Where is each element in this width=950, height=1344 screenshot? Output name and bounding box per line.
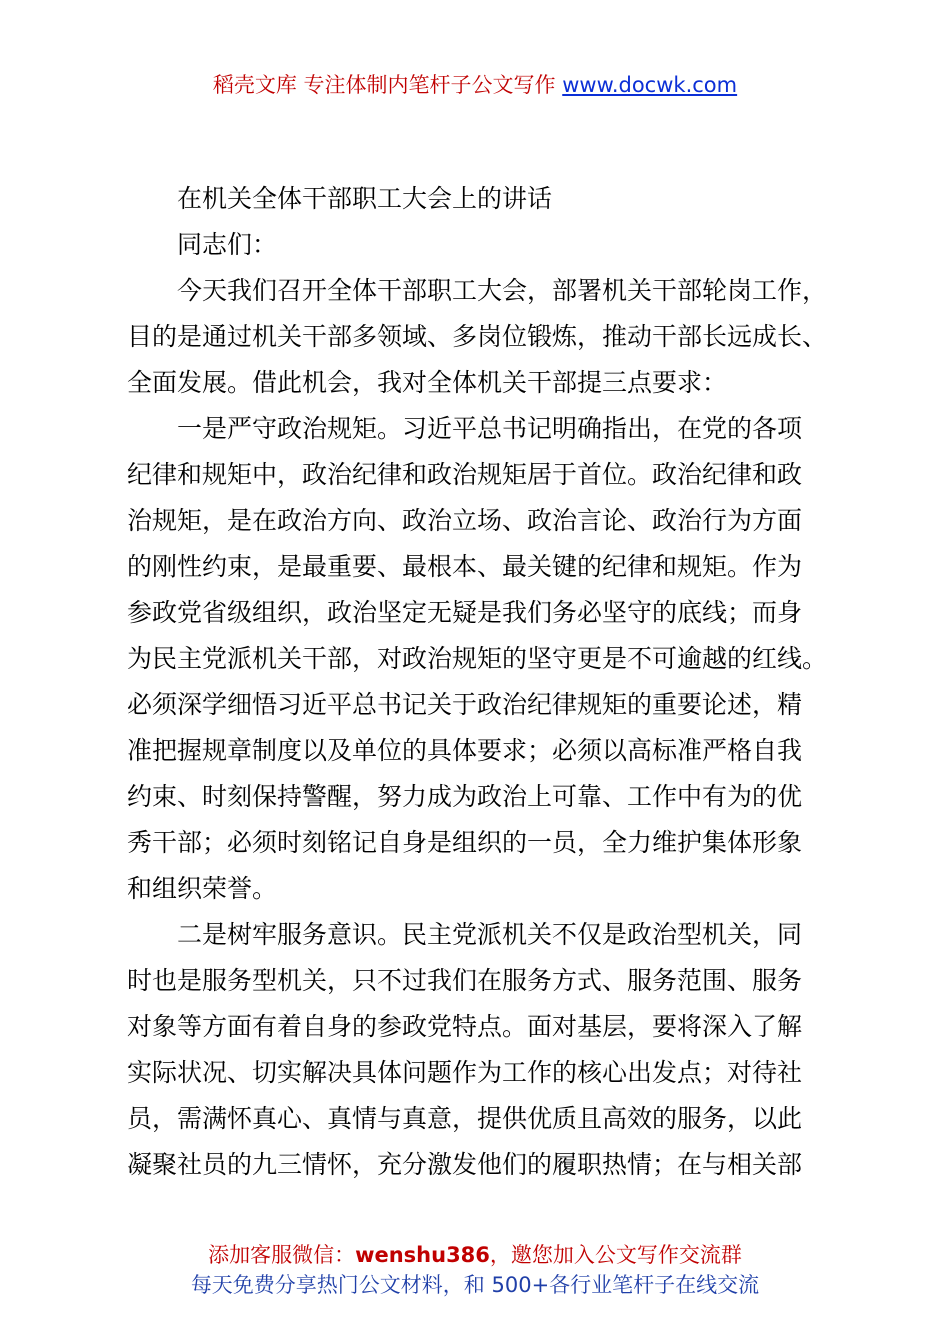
paragraph-line: 今天我们召开全体干部职工大会，部署机关干部轮岗工作， bbox=[177, 276, 827, 305]
paragraph-line: 时也是服务型机关，只不过我们在服务方式、服务范围、服务 bbox=[127, 966, 803, 995]
paragraph-line: 对象等方面有着自身的参政党特点。面对基层，要将深入了解 bbox=[127, 1012, 803, 1041]
footer-contact-prefix: 添加客服微信： bbox=[208, 1243, 356, 1267]
paragraph-line: 为民主党派机关干部，对政治规矩的坚守更是不可逾越的红线。 bbox=[127, 644, 827, 673]
footer-contact-line bbox=[0, 1240, 950, 1270]
paragraph-line: 一是严守政治规矩。习近平总书记明确指出，在党的各项 bbox=[177, 414, 803, 443]
paragraph-line: 纪律和规矩中，政治纪律和政治规矩居于首位。政治纪律和政 bbox=[127, 460, 803, 489]
footer-promo-line: 每天免费分享热门公文材料，和 500+各行业笔杆子在线交流 bbox=[190, 1273, 760, 1297]
paragraph-line: 必须深学细悟习近平总书记关于政治纪律规矩的重要论述，精 bbox=[127, 690, 803, 719]
paragraph-line: 全面发展。借此机会，我对全体机关干部提三点要求： bbox=[127, 368, 728, 397]
header-brand-text: 稻壳文库 专注体制内笔杆子公文写作 bbox=[212, 73, 563, 97]
document-body bbox=[127, 176, 827, 1188]
paragraph-line: 凝聚社员的九三情怀，充分激发他们的履职热情；在与相关部 bbox=[127, 1150, 803, 1179]
salutation: 同志们： bbox=[177, 230, 278, 259]
paragraph-line: 准把握规章制度以及单位的具体要求；必须以高标准严格自我 bbox=[127, 736, 803, 765]
paragraph-line: 和组织荣誉。 bbox=[127, 874, 278, 903]
watermark-header bbox=[0, 70, 950, 100]
paragraph-line: 约束、时刻保持警醒，努力成为政治上可靠、工作中有为的优 bbox=[127, 782, 803, 811]
watermark-footer bbox=[0, 1240, 950, 1300]
footer-contact-suffix: ，邀您加入公文写作交流群 bbox=[489, 1243, 742, 1267]
document-title: 在机关全体干部职工大会上的讲话 bbox=[177, 184, 553, 213]
paragraph-line: 目的是通过机关干部多领域、多岗位锻炼，推动干部长远成长、 bbox=[127, 322, 827, 351]
paragraph-line: 二是树牢服务意识。民主党派机关不仅是政治型机关，同 bbox=[177, 920, 803, 949]
footer-wechat-id: wenshu386 bbox=[355, 1243, 490, 1267]
paragraph-line: 治规矩，是在政治方向、政治立场、政治言论、政治行为方面 bbox=[127, 506, 803, 535]
paragraph-line: 秀干部；必须时刻铭记自身是组织的一员，全力维护集体形象 bbox=[127, 828, 803, 857]
paragraph-line: 员，需满怀真心、真情与真意，提供优质且高效的服务，以此 bbox=[127, 1104, 803, 1133]
paragraph-line: 的刚性约束，是最重要、最根本、最关键的纪律和规矩。作为 bbox=[127, 552, 803, 581]
header-website-link[interactable]: www.docwk.com bbox=[562, 73, 738, 97]
paragraph-line: 实际状况、切实解决具体问题作为工作的核心出发点；对待社 bbox=[127, 1058, 803, 1087]
paragraph-line: 参政党省级组织，政治坚定无疑是我们务必坚守的底线；而身 bbox=[127, 598, 803, 627]
